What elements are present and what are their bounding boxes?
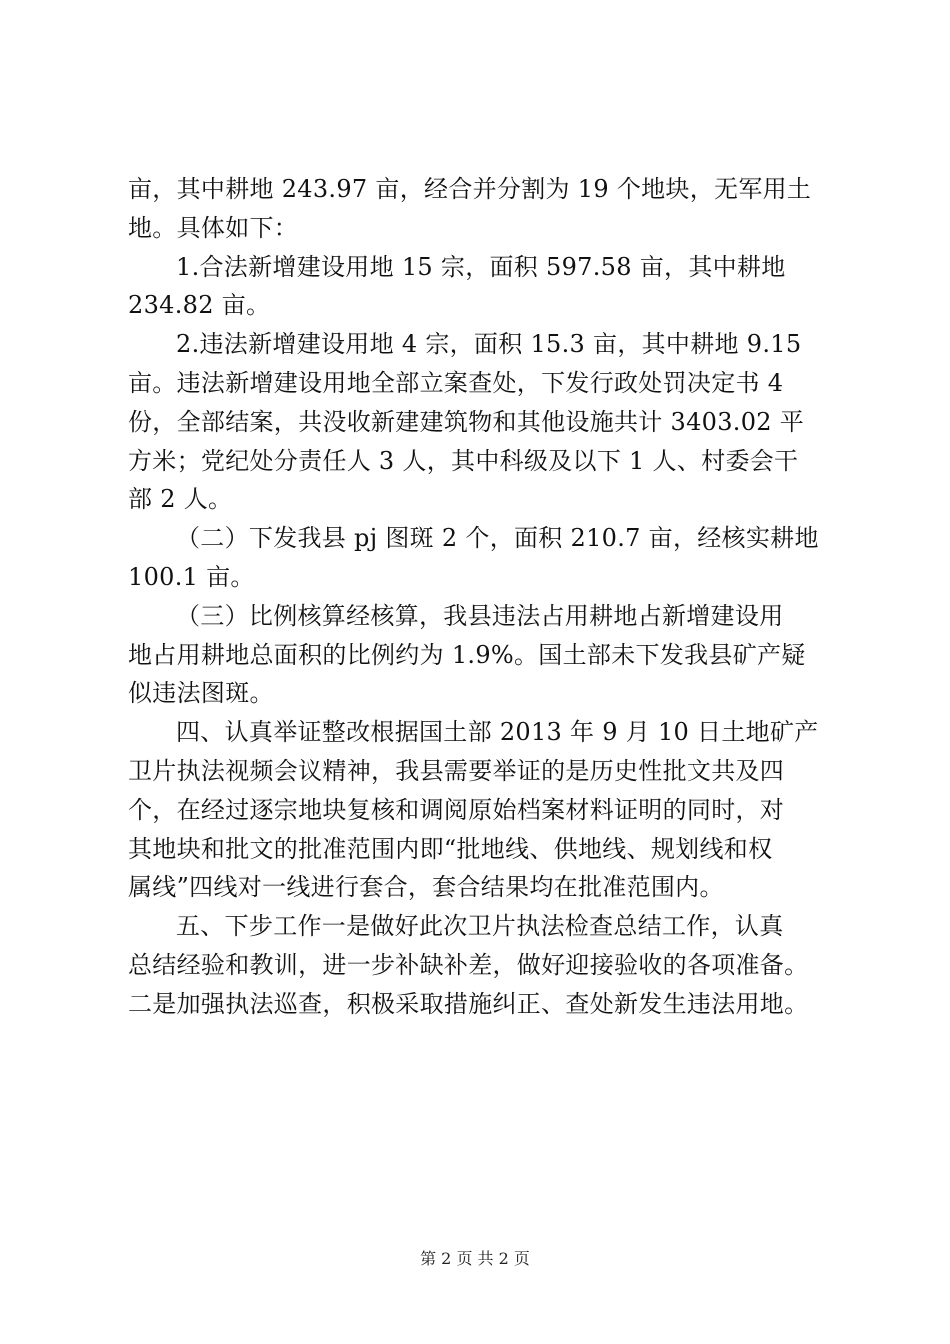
text-line: 部 2 人。 (128, 485, 233, 514)
text-line: 四、认真举证整改根据国土部 2013 年 9 月 10 日土地矿产 (176, 718, 819, 747)
paragraph (128, 325, 838, 519)
text-line: 属线”四线对一线进行套合，套合结果均在批准范围内。 (128, 873, 724, 902)
paragraph (128, 519, 838, 597)
paragraph (128, 597, 838, 713)
page-number: 第 2 页 共 2 页 (420, 1249, 530, 1268)
text-line: （二）下发我县 pj 图斑 2 个，面积 210.7 亩，经核实耕地 (176, 524, 819, 553)
text-line: 五、下步工作一是做好此次卫片执法检查总结工作，认真 (176, 912, 784, 941)
text-line: 地占用耕地总面积的比例约为 1.9%。国土部未下发我县矿产疑 (128, 640, 806, 669)
paragraph (128, 907, 838, 1023)
text-line: 二是加强执法巡查，积极采取措施纠正、查处新发生违法用地。 (128, 989, 809, 1018)
text-line: 地。具体如下： (128, 213, 299, 242)
text-line: 方米；党纪处分责任人 3 人，其中科级及以下 1 人、村委会干 (128, 446, 799, 475)
text-line: 100.1 亩。 (128, 562, 255, 591)
text-line: 卫片执法视频会议精神，我县需要举证的是历史性批文共及四 (128, 756, 785, 785)
text-line: 亩。违法新增建设用地全部立案查处，下发行政处罚决定书 4 (128, 368, 784, 397)
paragraph (128, 713, 838, 907)
text-line: 其地块和批文的批准范围内即“批地线、供地线、规划线和权 (128, 834, 773, 863)
text-line: 似违法图斑。 (128, 679, 274, 708)
text-line: 2.违法新增建设用地 4 宗，面积 15.3 亩，其中耕地 9.15 (176, 330, 802, 359)
text-line: 1.合法新增建设用地 15 宗，面积 597.58 亩，其中耕地 (176, 252, 786, 281)
text-line: 总结经验和教训，进一步补缺补差，做好迎接验收的各项准备。 (128, 950, 809, 979)
paragraph (128, 170, 838, 248)
text-line: 234.82 亩。 (128, 291, 271, 320)
text-line: 个，在经过逐宗地块复核和调阅原始档案材料证明的同时，对 (128, 795, 785, 824)
document-body (128, 170, 838, 1024)
text-line: 亩，其中耕地 243.97 亩，经合并分割为 19 个地块，无军用土 (128, 175, 812, 203)
paragraph (128, 248, 838, 326)
text-line: 份，全部结案，共没收新建建筑物和其他设施共计 3403.02 平 (128, 407, 805, 436)
text-line: （三）比例核算经核算，我县违法占用耕地占新增建设用 (176, 601, 784, 630)
